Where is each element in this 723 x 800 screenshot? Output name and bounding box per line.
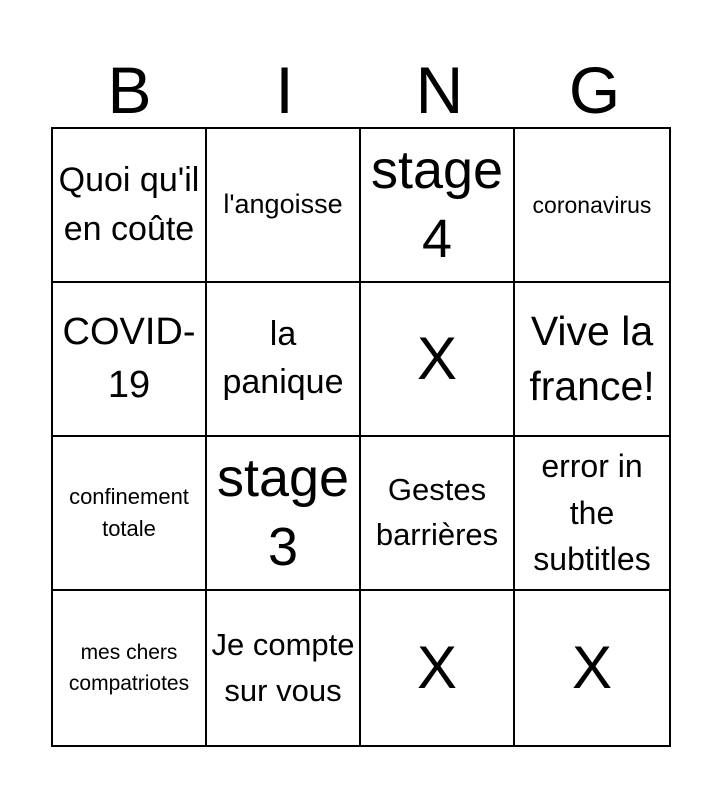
bingo-cell[interactable] <box>515 591 669 745</box>
bingo-cell[interactable] <box>361 591 515 745</box>
bingo-cell[interactable] <box>207 591 361 745</box>
bingo-cell[interactable] <box>53 437 207 591</box>
cell-text: X <box>416 634 458 701</box>
bingo-cell[interactable] <box>361 129 515 283</box>
cell-text: Gestes barrières <box>375 472 499 552</box>
cell-text: la panique <box>222 315 344 401</box>
bingo-header <box>52 52 672 128</box>
cell-text: confinement totale <box>69 484 189 541</box>
bingo-cell[interactable] <box>53 283 207 437</box>
bingo-cell[interactable] <box>515 129 669 283</box>
bingo-cell[interactable] <box>53 591 207 745</box>
header-letter-b: B <box>107 53 152 127</box>
bingo-board <box>51 127 671 747</box>
cell-text: Je compte sur vous <box>211 626 355 708</box>
header-letter-g: G <box>568 53 621 127</box>
bingo-cell[interactable] <box>207 283 361 437</box>
bingo-cell[interactable] <box>361 283 515 437</box>
cell-text: stage 4 <box>370 139 504 269</box>
cell-text: stage 3 <box>216 447 350 577</box>
bingo-cell[interactable] <box>515 283 669 437</box>
cell-text: COVID-19 <box>62 310 196 406</box>
cell-text: X <box>416 325 458 392</box>
bingo-cell[interactable] <box>53 129 207 283</box>
cell-text: coronavirus <box>532 191 652 218</box>
cell-text: l'angoisse <box>223 189 343 220</box>
bingo-cell[interactable] <box>361 437 515 591</box>
cell-text: error in the subtitles <box>533 448 651 578</box>
cell-text: Vive la france! <box>529 307 655 409</box>
bingo-cell[interactable] <box>207 437 361 591</box>
cell-text: mes chers compatriotes <box>68 640 190 695</box>
cell-text: Quoi qu'il en coûte <box>58 160 200 248</box>
header-letter-i: I <box>275 53 294 127</box>
bingo-cell[interactable] <box>207 129 361 283</box>
cell-text: X <box>571 634 613 701</box>
bingo-cell[interactable] <box>515 437 669 591</box>
header-letter-n: N <box>415 53 464 127</box>
